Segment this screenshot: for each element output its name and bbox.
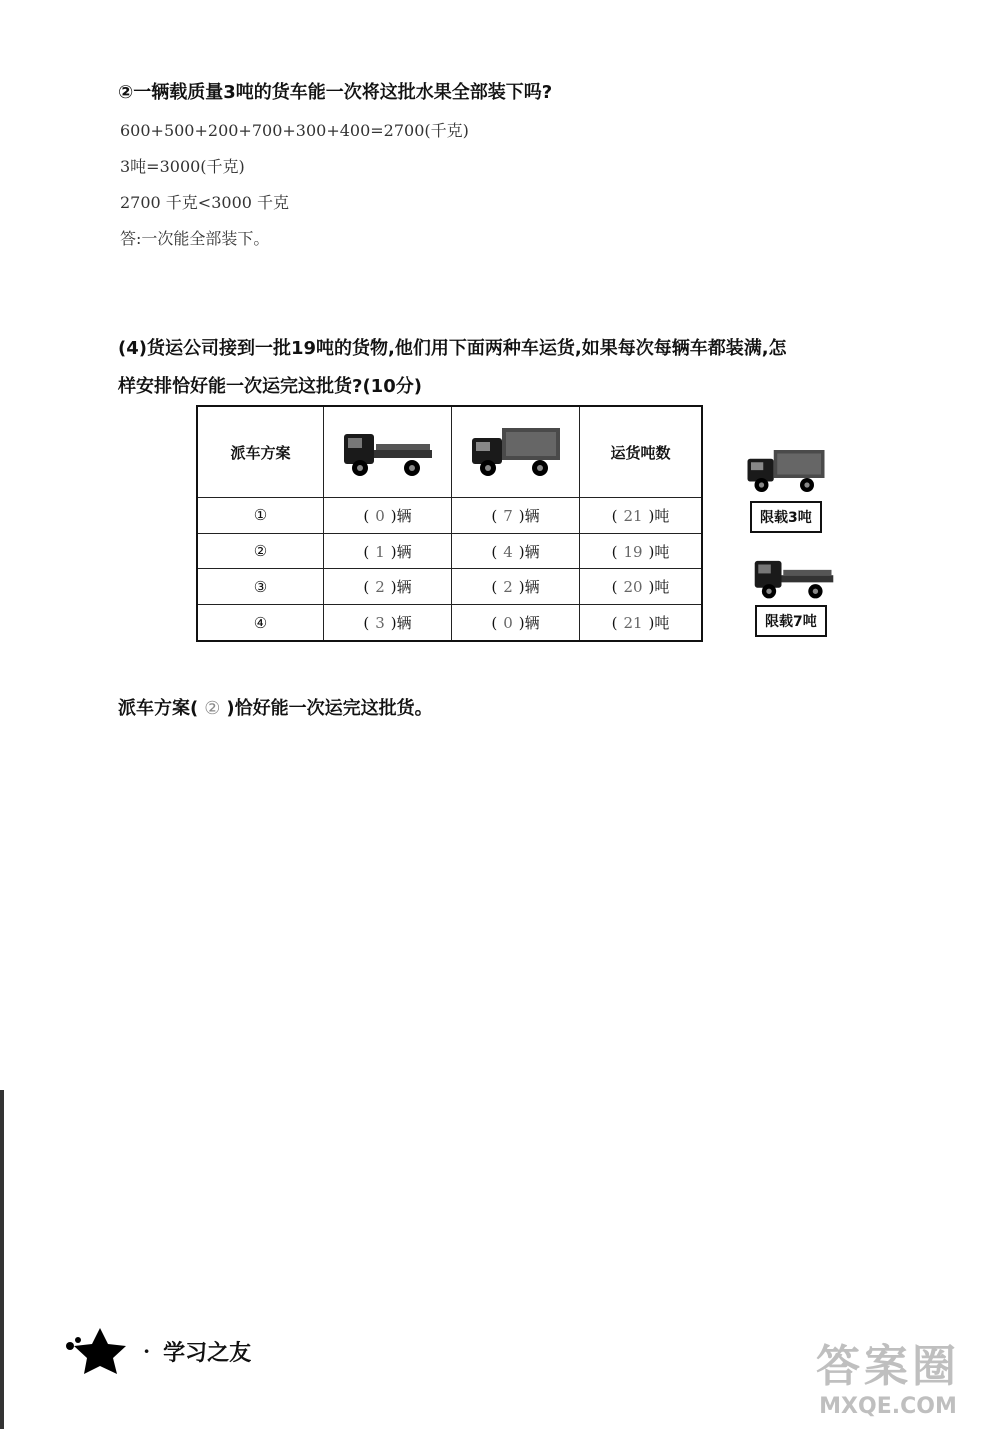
- conclusion-prefix: 派车方案(: [118, 698, 199, 719]
- tonnage-cell: ( 21 )吨: [580, 498, 703, 534]
- box-truck-icon: [468, 424, 564, 480]
- flatbed-count-cell: ( 3 )辆: [324, 605, 452, 641]
- question-4-line-2: 样安排恰好能一次运完这批货?(10分): [118, 376, 422, 397]
- flatbed-count: 0: [375, 506, 385, 525]
- plan-number: ②: [197, 533, 324, 569]
- tonnage-value: 20: [623, 578, 643, 597]
- header-tonnage: 运货吨数: [580, 406, 703, 498]
- tonnage-value: 21: [623, 614, 643, 632]
- flatbed-count-cell: ( 0 )辆: [324, 498, 452, 534]
- table-row: [197, 605, 702, 641]
- footer: [60, 1326, 251, 1376]
- box-truck-limit-label: 限载3吨: [750, 501, 822, 533]
- table-row: [197, 533, 702, 569]
- scan-edge: [0, 1090, 4, 1429]
- calc-line-2: 3吨=3000(千克): [120, 157, 245, 176]
- box-count-cell: ( 0 )辆: [452, 605, 580, 641]
- table-header-row: [197, 406, 702, 498]
- footer-dot: ·: [143, 1339, 151, 1363]
- dispatch-table: [196, 405, 703, 642]
- question-2-title: ②一辆载质量3吨的货车能一次将这批水果全部装下吗?: [118, 82, 553, 103]
- watermark-main: 答案圈: [816, 1341, 960, 1392]
- box-count: 4: [503, 542, 513, 561]
- tonnage-cell: ( 20 )吨: [580, 569, 703, 605]
- box-count: 2: [503, 578, 513, 597]
- flatbed-truck-icon: [340, 424, 436, 480]
- box-count-cell: ( 7 )辆: [452, 498, 580, 534]
- box-count-cell: ( 2 )辆: [452, 569, 580, 605]
- conclusion-line: [118, 694, 433, 720]
- conclusion-suffix: )恰好能一次运完这批货。: [226, 698, 433, 719]
- tonnage-value: 19: [623, 542, 643, 561]
- star-icon: [60, 1326, 130, 1376]
- box-truck-icon: [744, 446, 828, 496]
- flatbed-count: 1: [375, 542, 385, 561]
- header-box-truck: [452, 406, 580, 498]
- flatbed-truck-limit-label: 限载7吨: [755, 605, 827, 637]
- table-row: [197, 498, 702, 534]
- plan-number: ③: [197, 569, 324, 605]
- flatbed-count-cell: ( 2 )辆: [324, 569, 452, 605]
- footer-brand: 学习之友: [163, 1340, 252, 1366]
- flatbed-count-cell: ( 1 )辆: [324, 533, 452, 569]
- flatbed-count: 3: [375, 614, 385, 632]
- header-flatbed-truck: [324, 406, 452, 498]
- conclusion-answer: ②: [204, 698, 221, 719]
- flatbed-count: 2: [375, 578, 385, 597]
- plan-number: ④: [197, 605, 324, 641]
- box-count: 7: [503, 506, 513, 525]
- flatbed-truck-icon: [744, 552, 844, 602]
- tonnage-cell: ( 19 )吨: [580, 533, 703, 569]
- table-row: [197, 569, 702, 605]
- question-4-line-1: (4)货运公司接到一批19吨的货物,他们用下面两种车运货,如果每次每辆车都装满,怎: [118, 338, 787, 359]
- tonnage-cell: ( 21 )吨: [580, 605, 703, 641]
- calc-line-3: 2700 千克<3000 千克: [120, 193, 290, 212]
- watermark: [816, 1330, 960, 1419]
- box-count: 0: [503, 614, 513, 632]
- plan-number: ①: [197, 498, 324, 534]
- box-count-cell: ( 4 )辆: [452, 533, 580, 569]
- watermark-url: MXQE.COM: [819, 1394, 957, 1419]
- tonnage-value: 21: [623, 506, 643, 525]
- calc-line-1: 600+500+200+700+300+400=2700(千克): [120, 121, 469, 140]
- answer-line: 答:一次能全部装下。: [120, 229, 270, 248]
- header-plan: 派车方案: [197, 406, 324, 498]
